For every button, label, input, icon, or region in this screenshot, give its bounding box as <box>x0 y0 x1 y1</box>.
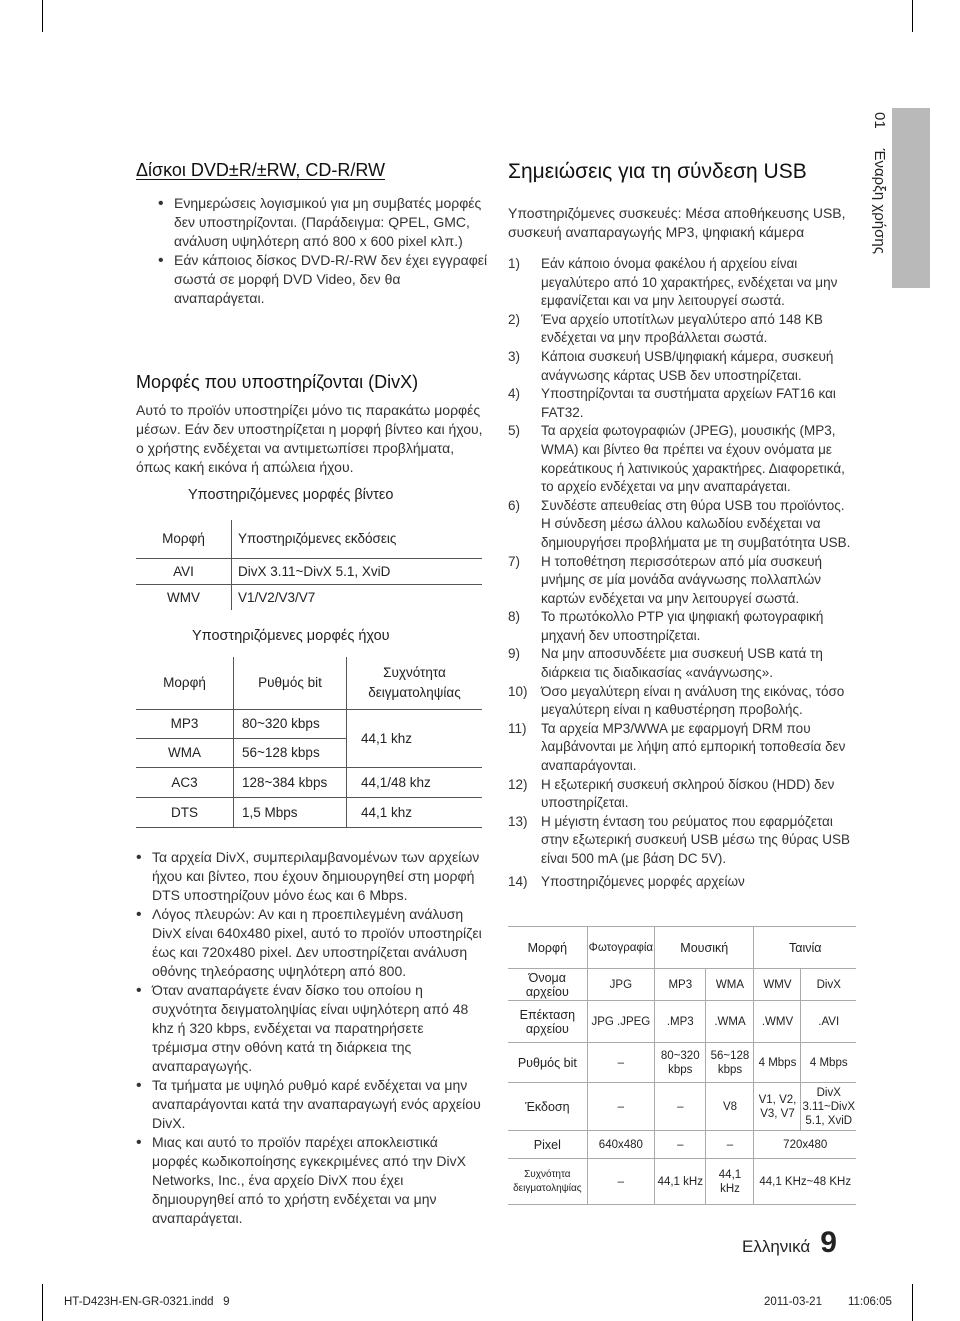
page-number-block <box>742 1226 837 1260</box>
table-cell: V1, V2, V3, V7 <box>754 1083 801 1131</box>
list-item: • Τα τμήματα με υψηλό ρυθμό καρέ ενδέχεται να μην αναπαράγονται κατά την αναπαραγωγή ενός αρχείου DivX. <box>136 1076 482 1133</box>
table-header: Μουσική <box>655 927 754 969</box>
table-cell: Pixel <box>508 1131 587 1159</box>
table-cell: AVI <box>136 558 232 584</box>
table-header: Φωτογραφία <box>587 927 654 969</box>
list-item: 4) Υποστηρίζονται τα συστήματα αρχείων FAT16 και FAT32. <box>508 386 836 420</box>
table-header: Μορφή <box>136 520 232 558</box>
side-tab-label: Έναρξη χρήσης <box>871 148 889 254</box>
table-cell: DivX 3.11~DivX 5.1, XviD <box>801 1083 856 1131</box>
footer-date: 2011-03-21 <box>764 1296 822 1308</box>
table-cell: 44,1 KHz~48 KHz <box>754 1159 856 1205</box>
table-cell: – <box>587 1043 654 1083</box>
list-item: 3) Κάποια συσκευή USB/ψηφιακή κάμερα, συσκευή ανάγνωσης κάρτας USB δεν υποστηρίζεται. <box>508 348 834 383</box>
table-cell: 4 Mbps <box>754 1043 801 1083</box>
list-item: • Τα αρχεία DivX, συμπεριλαμβανομένων των αρχείων ήχου και βίντεο, που έχουν δημιουργηθεί στη μορφή DTS υποστηρίζουν μόνο έως και 6 Mbps. <box>136 848 482 905</box>
footer-time: 11:06:05 <box>848 1296 892 1308</box>
table-cell: 1,5 Mbps <box>234 797 347 827</box>
table-cell: 56~128 kbps <box>706 1043 754 1083</box>
table-cell: AC3 <box>136 767 234 797</box>
crop-mark <box>912 0 913 32</box>
table-cell: MP3 <box>655 969 706 1001</box>
table-header: Ταινία <box>754 927 856 969</box>
table-cell: – <box>706 1131 754 1159</box>
side-tab-number: 01 <box>871 112 889 129</box>
table-cell: 44,1 kHz <box>706 1159 754 1205</box>
table-cell: DivX <box>801 969 856 1001</box>
side-tab-bar <box>892 108 930 288</box>
table-cell: JPG <box>587 969 654 1001</box>
table-cell: 4 Mbps <box>801 1043 856 1083</box>
table-cell: Έκδοση <box>508 1083 587 1131</box>
table-cell: .WMA <box>706 1001 754 1043</box>
crop-mark <box>42 1284 43 1321</box>
table-row <box>136 657 482 709</box>
table-cell: .WMV <box>754 1001 801 1043</box>
table-cell: WMV <box>754 969 801 1001</box>
table-cell: Ρυθμός bit <box>508 1043 587 1083</box>
list-item: 1) Εάν κάποιο όνομα φακέλου ή αρχείου είναι μεγαλύτερο από 10 χαρακτήρες, ενδέχεται να μην εμφανίζεται και να μην λειτουργεί σωστά. <box>508 256 838 309</box>
list-item: 9) Να μην αποσυνδέετε μια συσκευή USB κατά τη διάρκεια τις διαδικασίας «ανάγνωσης». <box>508 646 823 681</box>
list-item: 10) Όσο μεγαλύτερη είναι η ανάλυση της εικόνας, τόσο μεγαλύτερη είναι η καθυστέρηση προβολής. <box>508 683 845 718</box>
table-cell: 80~320 kbps <box>234 709 347 738</box>
table-row <box>136 797 482 827</box>
table-cell: .AVI <box>801 1001 856 1043</box>
table-cell: WMV <box>136 584 232 610</box>
list-item: 13) Η μέγιστη ένταση του ρεύματος που εφαρμόζεται στην εξωτερική συσκευή USB μέσω της θύρας USB είναι 500 mA (με βάση DC 5V). <box>508 813 850 866</box>
list-item: 6) Συνδέστε απευθείας στη θύρα USB του προϊόντος. Η σύνδεση μέσω άλλου καλωδίου ενδέχεται να δημιουργήσει προβλήματα με τη συμβατότητα USB. <box>508 497 851 550</box>
table-cell: – <box>655 1083 706 1131</box>
table-cell: 44,1 khz <box>347 709 483 767</box>
table-row <box>508 969 856 1001</box>
audio-format-table <box>136 657 482 828</box>
side-tab <box>868 108 930 288</box>
file-format-table <box>508 926 856 1205</box>
usb-notes-list <box>508 255 856 891</box>
usb-intro: Υποστηριζόμενες συσκευές: Μέσα αποθήκευσης USB, συσκευή αναπαραγωγής MP3, ψηφιακή κάμερα <box>508 205 846 240</box>
table-row <box>508 1159 856 1205</box>
table-cell: Συχνότητα δειγματοληψίας <box>508 1159 587 1205</box>
table-cell: .MP3 <box>655 1001 706 1043</box>
table-row <box>136 709 482 738</box>
crop-mark <box>912 1284 913 1321</box>
table-cell: – <box>655 1131 706 1159</box>
list-item: 8) Το πρωτόκολλο PTP για ψηφιακή φωτογραφική μηχανή δεν υποστηρίζεται. <box>508 609 824 643</box>
table-cell: DTS <box>136 797 234 827</box>
table-row <box>508 1043 856 1083</box>
table-header: Ρυθμός bit <box>234 657 347 709</box>
side-tab-text <box>868 108 892 288</box>
table-cell: V8 <box>706 1083 754 1131</box>
video-format-table <box>136 520 482 610</box>
table-header: Υποστηριζόμενες εκδόσεις <box>238 531 397 547</box>
list-item: • Όταν αναπαράγετε έναν δίσκο του οποίου η συχνότητα δειγματοληψίας είναι υψηλότερη από 48 khz ή 320 kbps, ενδέχεται να παρατηρήσετε τρέμισμα στην οθόνη κατά τη διάρκεια της αναπαραγωγής. <box>136 981 482 1076</box>
list-item: • Εάν κάποιος δίσκος DVD-R/-RW δεν έχει εγγραφεί σωστά σε μορφή DVD Video, δεν θα αναπαράγεται. <box>158 251 488 308</box>
table-cell: 44,1 khz <box>361 804 413 820</box>
table-cell: Επέκταση αρχείου <box>508 1001 587 1043</box>
table-cell: 720x480 <box>754 1131 856 1159</box>
table-row <box>136 520 482 558</box>
video-table-caption: Υποστηριζόμενες μορφές βίντεο <box>188 487 394 503</box>
audio-table-caption: Υποστηριζόμενες μορφές ήχου <box>192 628 390 644</box>
table-header: Μορφή <box>508 927 587 969</box>
page-number: 9 <box>820 1226 837 1259</box>
table-row <box>136 558 482 584</box>
list-item: 7) Η τοποθέτηση περισσότερων από μία συσκευή μνήμης σε μία μονάδα ανάγνωσης πολλαπλών καρτών ενδέχεται να μην λειτουργεί σωστά. <box>508 553 823 606</box>
table-row <box>508 927 856 969</box>
table-row <box>508 1001 856 1043</box>
table-cell: 44,1 kHz <box>655 1159 706 1205</box>
table-cell: 640x480 <box>587 1131 654 1159</box>
table-row <box>508 1083 856 1131</box>
table-cell: DivX 3.11~DivX 5.1, XviD <box>238 563 391 579</box>
table-row <box>136 584 482 610</box>
table-cell: 56~128 kbps <box>234 738 347 767</box>
page-language: Ελληνικά <box>742 1237 811 1256</box>
table-header: Συχνότητα δειγματοληψίας <box>368 664 461 700</box>
table-cell: WMA <box>706 969 754 1001</box>
table-cell: Όνομα αρχείου <box>508 969 587 1001</box>
table-header: Μορφή <box>136 657 234 709</box>
list-item: 12) Η εξωτερική συσκευή σκληρού δίσκου (HDD) δεν υποστηρίζεται. <box>508 776 835 811</box>
crop-mark <box>42 0 43 32</box>
table-cell: – <box>587 1159 654 1205</box>
list-item: • Μιας και αυτό το προϊόν παρέχει αποκλειστικά μορφές κωδικοποίησης εγκεκριμένες από την DivX Networks, Inc., ένα αρχείο DivX που έχει δημιουργηθεί από το χρήστη ενδέχεται να μην αναπαράγεται. <box>136 1133 482 1228</box>
footer-file: HT-D423H-EN-GR-0321.indd 9 <box>64 1296 230 1308</box>
table-cell: 128~384 kbps <box>234 767 347 797</box>
table-cell: – <box>587 1083 654 1131</box>
table-cell: JPG .JPEG <box>587 1001 654 1043</box>
section1-bullets <box>158 194 488 308</box>
list-item: 2) Ένα αρχείο υποτίτλων μεγαλύτερο από 148 KB ενδέχεται να μην προβάλλεται σωστά. <box>508 311 823 346</box>
list-item: 11) Τα αρχεία MP3/WWA με εφαρμογή DRM που λαμβάνονται με λήψη από εμπορική τοποθεσία δεν αναπαράγονται. <box>508 720 846 774</box>
table-cell: V1/V2/V3/V7 <box>238 589 316 605</box>
table-cell: 44,1/48 khz <box>361 774 431 790</box>
table-row <box>508 1131 856 1159</box>
list-item: 14) Υποστηριζόμενες μορφές αρχείων <box>508 873 745 889</box>
list-item: • Λόγος πλευρών: Αν και η προεπιλεγμένη ανάλυση DivX είναι 640x480 pixel, αυτό το προϊόν υποστηρίζει έως και 720x480 pixel. Δεν υποστηρίζεται ανάλυση οθόνης τηλεόρασης υψηλότερη από 800. <box>136 905 482 981</box>
divx-notes-bullets <box>136 848 482 1228</box>
table-cell: MP3 <box>136 709 234 738</box>
table-cell: WMA <box>136 738 234 767</box>
list-item: 5) Τα αρχεία φωτογραφιών (JPEG), μουσικής (MP3, WMA) και βίντεο θα πρέπει να έχουν ονόματα με κορεάτικους ή λατινικούς χαρακτήρες. Διαφορετικά, το αρχείο ενδέχεται να μην αναπαράγεται. <box>508 423 845 495</box>
table-cell: 80~320 kbps <box>655 1043 706 1083</box>
list-item: • Ενημερώσεις λογισμικού για μη συμβατές μορφές δεν υποστηρίζονται. (Παράδειγμα: QPEL, GMC, ανάλυση υψηλότερη από 800 x 600 pixel κλπ.) <box>158 194 488 251</box>
section-divx-text: Αυτό το προϊόν υποστηρίζει μόνο τις παρακάτω μορφές μέσων. Εάν δεν υποστηρίζεται η μορφή βίντεο και ήχου, ο χρήστης ενδέχεται να αντιμετωπίσει προβλήματα, όπως κακή εικόνα ή απώλεια ήχου. <box>136 402 483 475</box>
usb-notes-title: Σημειώσεις για τη σύνδεση USB <box>508 160 807 183</box>
section-title-divx: Μορφές που υποστηρίζονται (DivX) <box>136 372 419 392</box>
section-title-discs: Δίσκοι DVD±R/±RW, CD-R/RW <box>136 160 386 180</box>
table-row <box>136 767 482 797</box>
